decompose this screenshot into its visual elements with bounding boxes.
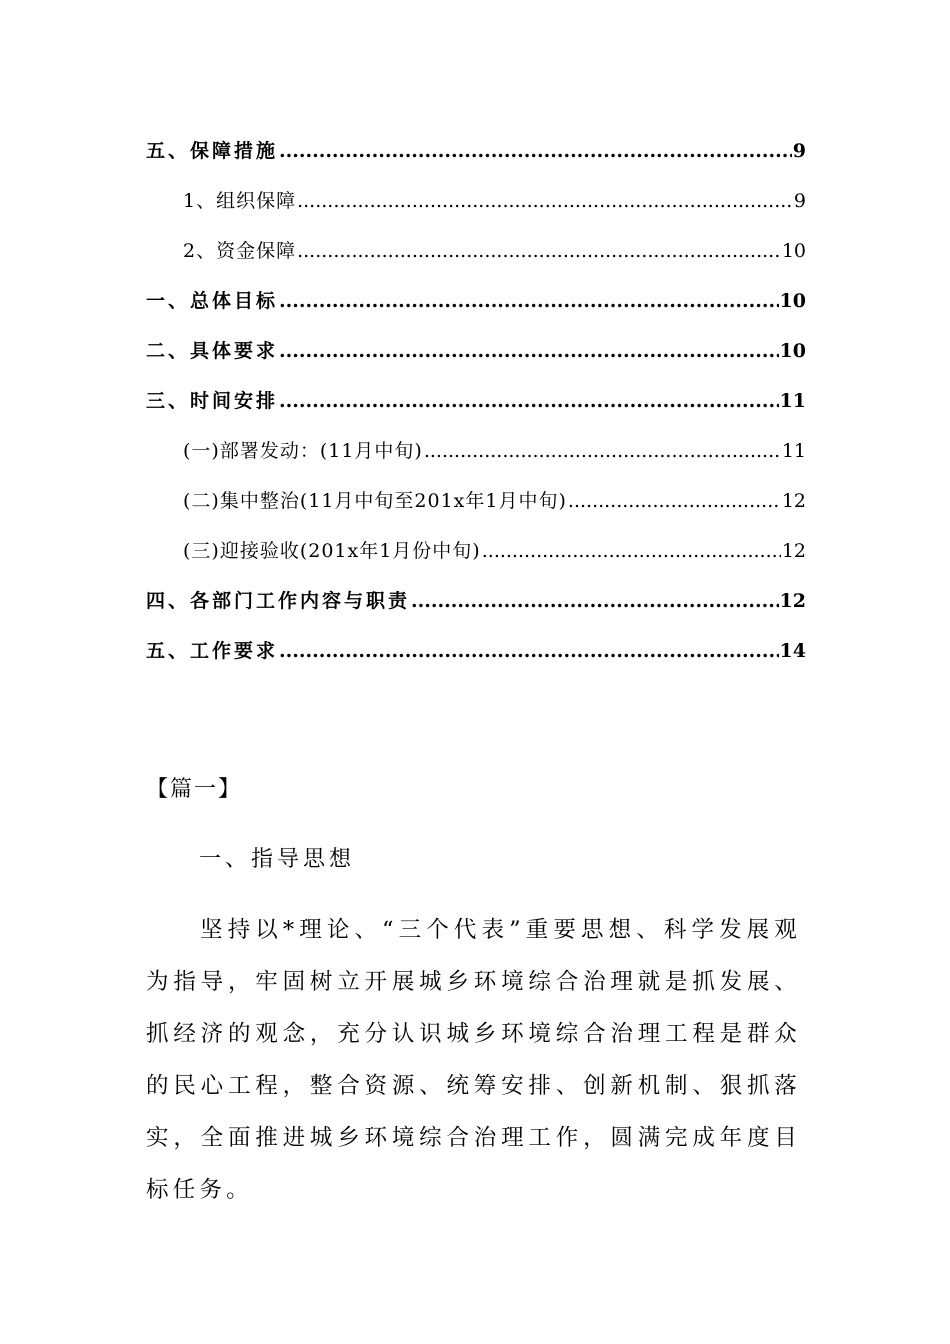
toc-dot-leader	[297, 234, 781, 268]
toc-entry-page: 10	[779, 290, 806, 312]
toc-entry[interactable]	[146, 484, 806, 534]
toc-dot-leader	[568, 484, 781, 518]
toc-entry-title: 一、总体目标	[146, 290, 279, 312]
toc-entry-title: 三、时间安排	[146, 390, 279, 412]
body-paragraph: 坚持以*理论、“三个代表”重要思想、科学发展观为指导，牢固树立开展城乡环境综合治理就是抓发展、抓经济的观念，充分认识城乡环境综合治理工程是群众的民心工程，整合资源、统筹安排、创新机制、狠抓落实，全面推进城乡环境综合治理工作，圆满完成年度目标任务。	[146, 917, 801, 1203]
toc-entry[interactable]	[146, 334, 806, 384]
toc-dot-leader	[279, 634, 779, 668]
toc-entry-page: 11	[779, 390, 806, 412]
toc-dot-leader	[411, 584, 779, 618]
toc-entry-page: 10	[781, 240, 806, 262]
toc-entry-title: (二)集中整治(11月中旬至201x年1月中旬)	[183, 490, 567, 512]
toc-entry[interactable]	[146, 184, 806, 234]
toc-entry-title: (一)部署发动：(11月中旬)	[183, 440, 423, 462]
toc-dot-leader	[279, 284, 779, 318]
toc-entry-title: 四、各部门工作内容与职责	[146, 590, 411, 612]
toc-entry-title: 五、保障措施	[146, 140, 279, 162]
toc-dot-leader	[279, 334, 779, 368]
toc-entry[interactable]	[146, 234, 806, 284]
toc-entry[interactable]	[146, 384, 806, 434]
toc-entry-title: 五、工作要求	[146, 640, 279, 662]
toc-entry-title: 2、资金保障	[183, 240, 297, 262]
toc-dot-leader	[482, 534, 781, 568]
toc-entry[interactable]	[146, 284, 806, 334]
toc-entry[interactable]	[146, 534, 806, 584]
toc-entry-page: 12	[779, 590, 806, 612]
toc-dot-leader	[297, 184, 793, 218]
toc-entry-title: 二、具体要求	[146, 340, 279, 362]
table-of-contents	[146, 134, 806, 684]
toc-entry[interactable]	[146, 634, 806, 684]
toc-entry[interactable]	[146, 584, 806, 634]
section-mark: 【篇一】	[146, 777, 243, 802]
toc-dot-leader	[279, 384, 779, 418]
toc-entry-page: 10	[779, 340, 806, 362]
toc-entry-title: 1、组织保障	[183, 190, 297, 212]
section-heading: 一、指导思想	[199, 847, 356, 872]
toc-entry-page: 14	[779, 640, 806, 662]
toc-entry[interactable]	[146, 434, 806, 484]
toc-entry-title: (三)迎接验收(201x年1月份中旬)	[183, 540, 481, 562]
toc-dot-leader	[424, 434, 781, 468]
toc-entry-page: 11	[781, 440, 806, 462]
toc-entry-page: 12	[781, 490, 806, 512]
toc-entry-page: 9	[792, 140, 806, 162]
toc-entry-page: 12	[781, 540, 806, 562]
toc-entry-page: 9	[793, 190, 806, 212]
toc-dot-leader	[279, 134, 792, 168]
toc-entry[interactable]	[146, 134, 806, 184]
